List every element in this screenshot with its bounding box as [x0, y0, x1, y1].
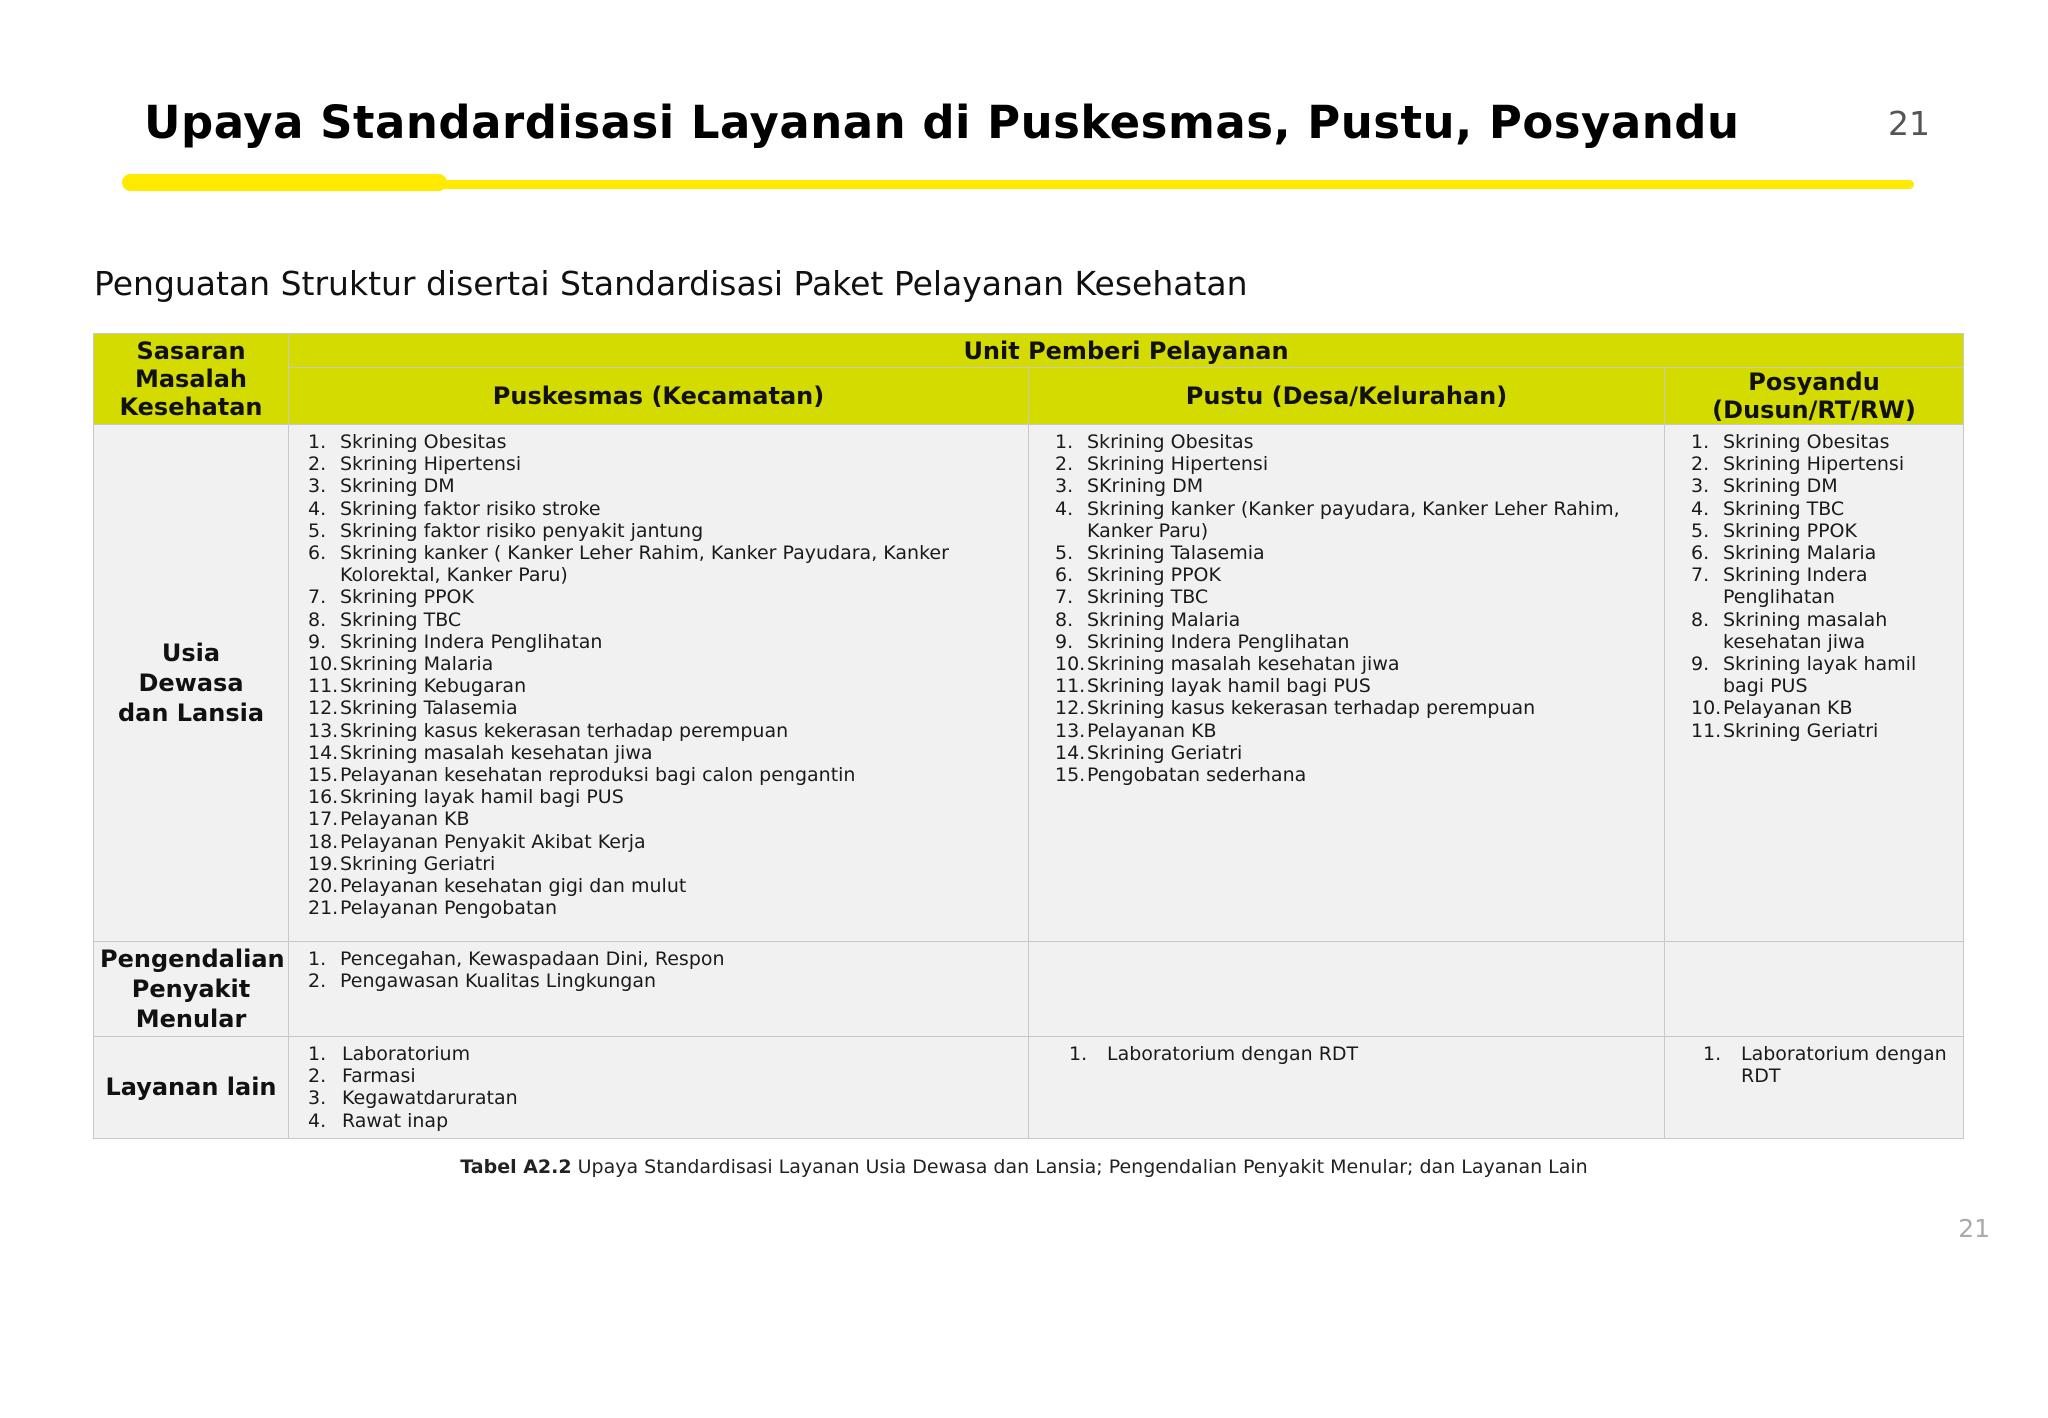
list-item-number: 2.: [308, 970, 327, 993]
list-item: [1029, 1043, 1654, 1065]
list-item-text: Skrining TBC: [1087, 586, 1209, 609]
list-item-number: 1.: [1703, 1043, 1722, 1065]
list-item: [1665, 453, 1953, 475]
list-item-number: 19.: [308, 852, 339, 875]
list-item-number: 7.: [1691, 564, 1710, 587]
list-item-number: 20.: [308, 875, 339, 898]
list-item: [1029, 742, 1654, 764]
title-underline-thick: [122, 174, 447, 191]
list-item-text: Skrining TBC: [340, 608, 462, 631]
list-item: [1029, 675, 1654, 697]
list-item-text: Skrining masalah kesehatan jiwa: [1087, 653, 1400, 676]
list-item-text: Skrining TBC: [1723, 497, 1845, 520]
header-unit-pemberi-pelayanan: Unit Pemberi Pelayanan: [289, 334, 1964, 368]
list-item-number: 6.: [1055, 564, 1074, 587]
list-item-text: Skrining Talasemia: [340, 697, 518, 720]
list-item: [289, 475, 1018, 497]
list-item: [289, 1065, 1018, 1087]
list-item-number: 3.: [308, 475, 327, 498]
list-item-text: Skrining Obesitas: [1723, 431, 1890, 453]
list-item-number: 14.: [1055, 741, 1086, 764]
caption-text: Upaya Standardisasi Layanan Usia Dewasa dan Lansia; Pengendalian Penyakit Menular; dan Layanan Lain: [571, 1156, 1588, 1178]
list-item-text: Skrining Talasemia: [1087, 542, 1265, 565]
page-title: Upaya Standardisasi Layanan di Puskesmas, Pustu, Posyandu: [144, 96, 1740, 149]
list-item-text: Skrining kasus kekerasan terhadap perempuan: [1087, 697, 1536, 720]
list-item-text: Skrining masalah kesehatan jiwa: [340, 741, 653, 764]
list-item-text: Skrining Geriatri: [1723, 719, 1879, 742]
list-item: [1665, 720, 1953, 742]
list-item: [289, 609, 1018, 631]
list-item: [1029, 475, 1654, 497]
list-item: [289, 697, 1018, 719]
list-item-text: Pencegahan, Kewaspadaan Dini, Respon: [340, 948, 725, 970]
list-item: [1029, 653, 1654, 675]
page-number-top: 21: [1888, 104, 1930, 143]
list-posyandu-layanan-lain: [1665, 1043, 1953, 1087]
header-puskesmas: Puskesmas (Kecamatan): [289, 368, 1029, 425]
header-pustu: Pustu (Desa/Kelurahan): [1029, 368, 1665, 425]
list-item-text: Skrining faktor risiko penyakit jantung: [340, 519, 704, 542]
section-subtitle: Penguatan Struktur disertai Standardisasi Paket Pelayanan Kesehatan: [94, 264, 1248, 303]
list-item-number: 8.: [1691, 608, 1710, 631]
list-item-text: Pelayanan Pengobatan: [340, 897, 558, 920]
list-item: [289, 586, 1018, 608]
cell-pustu-usia-dewasa: [1029, 425, 1665, 942]
list-item-text: Rawat inap: [342, 1109, 449, 1132]
list-item-number: 1.: [1069, 1043, 1088, 1065]
list-item-number: 17.: [308, 808, 339, 831]
list-item-text: Skrining layak hamil bagi PUS: [1723, 653, 1917, 698]
list-item: [1029, 586, 1654, 608]
list-item: [289, 831, 1018, 853]
table-caption: [0, 1156, 2048, 1178]
services-table: [93, 333, 1964, 1139]
list-item: [289, 853, 1018, 875]
list-puskesmas-pengendalian: [289, 948, 1018, 992]
list-item-number: 21.: [308, 897, 339, 920]
list-item-text: Skrining kanker ( Kanker Leher Rahim, Kanker Payudara, Kanker Kolorektal, Kanker Paru): [340, 542, 949, 587]
list-puskesmas-usia-dewasa: [289, 431, 1018, 919]
row-label-layanan-lain: Layanan lain: [94, 1037, 289, 1139]
list-pustu-usia-dewasa: [1029, 431, 1654, 786]
list-item-number: 3.: [1055, 475, 1074, 498]
page-number-bottom: 21: [1958, 1214, 1990, 1243]
list-item: [1665, 609, 1953, 653]
list-item-text: Skrining PPOK: [1087, 564, 1221, 587]
list-item-number: 10.: [1055, 653, 1086, 676]
list-item-text: Laboratorium dengan RDT: [1741, 1043, 1947, 1088]
list-item-number: 1.: [1691, 431, 1710, 453]
cell-posyandu-layanan-lain: [1665, 1037, 1964, 1139]
list-item-text: Pelayanan Penyakit Akibat Kerja: [340, 830, 646, 853]
list-item: [1665, 1043, 1953, 1087]
list-item-number: 9.: [1691, 653, 1710, 676]
cell-posyandu-pengendalian: [1665, 942, 1964, 1037]
list-item-text: Skrining Obesitas: [340, 431, 507, 453]
list-item-number: 13.: [308, 719, 339, 742]
list-item-text: SKrining DM: [1087, 475, 1204, 498]
list-item-number: 18.: [308, 830, 339, 853]
list-item-number: 2.: [1691, 453, 1710, 476]
list-item: [289, 453, 1018, 475]
header-posyandu: Posyandu (Dusun/RT/RW): [1665, 368, 1964, 425]
list-item: [289, 1110, 1018, 1132]
list-item: [289, 808, 1018, 830]
list-item: [289, 764, 1018, 786]
list-item: [1029, 453, 1654, 475]
list-item: [289, 431, 1018, 453]
list-item-text: Skrining masalah kesehatan jiwa: [1723, 608, 1888, 653]
list-item-text: Skrining Indera Penglihatan: [1087, 630, 1350, 653]
list-item-text: Pelayanan KB: [1087, 719, 1217, 742]
list-item-text: Pelayanan KB: [340, 808, 470, 831]
list-item-text: Skrining layak hamil bagi PUS: [340, 786, 624, 809]
cell-puskesmas-layanan-lain: [289, 1037, 1029, 1139]
list-item-number: 11.: [308, 675, 339, 698]
list-item: [1665, 520, 1953, 542]
cell-pustu-layanan-lain: [1029, 1037, 1665, 1139]
list-item: [289, 653, 1018, 675]
list-item-text: Laboratorium: [342, 1043, 471, 1065]
list-item: [1665, 697, 1953, 719]
cell-posyandu-usia-dewasa: [1665, 425, 1964, 942]
list-puskesmas-layanan-lain: [289, 1043, 1018, 1132]
list-item-number: 5.: [1055, 542, 1074, 565]
list-item-number: 11.: [1691, 719, 1722, 742]
list-item-text: Skrining PPOK: [340, 586, 474, 609]
cell-puskesmas-pengendalian: [289, 942, 1029, 1037]
list-item-number: 15.: [1055, 764, 1086, 787]
list-item-text: Laboratorium dengan RDT: [1107, 1043, 1359, 1065]
list-item-number: 1.: [1055, 431, 1074, 453]
list-item: [1029, 720, 1654, 742]
list-item-text: Skrining Indera Penglihatan: [340, 630, 603, 653]
list-item: [289, 542, 1018, 586]
list-item: [1029, 564, 1654, 586]
list-item-text: Skrining Obesitas: [1087, 431, 1254, 453]
list-item: [289, 631, 1018, 653]
list-item: [1029, 697, 1654, 719]
list-item-text: Skrining Malaria: [1723, 542, 1877, 565]
list-item: [289, 520, 1018, 542]
list-item-text: Skrining DM: [1723, 475, 1838, 498]
list-item-text: Pelayanan kesehatan gigi dan mulut: [340, 875, 687, 898]
list-item-number: 1.: [308, 948, 327, 970]
list-item-number: 1.: [308, 431, 327, 453]
list-item-text: Skrining DM: [340, 475, 455, 498]
list-item-number: 11.: [1055, 675, 1086, 698]
list-item-text: Skrining faktor risiko stroke: [340, 497, 601, 520]
list-item: [1029, 631, 1654, 653]
table-row-layanan-lain: [94, 1037, 1964, 1139]
list-item-number: 4.: [1055, 497, 1074, 520]
list-item-text: Pengobatan sederhana: [1087, 764, 1307, 787]
list-item-text: Pelayanan KB: [1723, 697, 1853, 720]
list-item-number: 1.: [308, 1043, 327, 1065]
list-item-text: Skrining kasus kekerasan terhadap perempuan: [340, 719, 789, 742]
list-item-number: 10.: [308, 653, 339, 676]
list-item: [1029, 498, 1654, 542]
list-item-text: Pelayanan kesehatan reproduksi bagi calon pengantin: [340, 764, 856, 787]
list-item: [1029, 542, 1654, 564]
list-item-number: 10.: [1691, 697, 1722, 720]
list-item-text: Skrining Geriatri: [1087, 741, 1243, 764]
list-item-number: 16.: [308, 786, 339, 809]
list-item-text: Skrining Hipertensi: [340, 453, 522, 476]
list-posyandu-usia-dewasa: [1665, 431, 1953, 742]
list-item-number: 4.: [308, 497, 327, 520]
list-item-number: 3.: [308, 1087, 327, 1110]
list-item-number: 9.: [308, 630, 327, 653]
list-item: [1029, 764, 1654, 786]
list-item: [1665, 564, 1953, 608]
list-item: [289, 948, 1018, 970]
list-item-number: 5.: [1691, 519, 1710, 542]
cell-puskesmas-usia-dewasa: [289, 425, 1029, 942]
caption-label: Tabel A2.2: [460, 1156, 572, 1178]
list-item-text: Skrining Indera Penglihatan: [1723, 564, 1868, 609]
list-item-number: 12.: [1055, 697, 1086, 720]
list-item-text: Skrining Geriatri: [340, 852, 496, 875]
list-item-text: Pengawasan Kualitas Lingkungan: [340, 970, 657, 993]
list-item-text: Kegawatdaruratan: [342, 1087, 518, 1110]
list-item-number: 15.: [308, 764, 339, 787]
row-label-pengendalian: Pengendalian Penyakit Menular: [94, 942, 289, 1037]
list-item-number: 14.: [308, 741, 339, 764]
list-item: [289, 875, 1018, 897]
list-pustu-layanan-lain: [1029, 1043, 1654, 1065]
list-item: [1665, 475, 1953, 497]
list-item-text: Skrining Kebugaran: [340, 675, 527, 698]
list-item-text: Skrining Malaria: [340, 653, 494, 676]
table-row-usia-dewasa: [94, 425, 1964, 942]
list-item: [289, 742, 1018, 764]
list-item: [1665, 653, 1953, 697]
table-row-pengendalian: [94, 942, 1964, 1037]
list-item-text: Skrining kanker (Kanker payudara, Kanker Leher Rahim, Kanker Paru): [1087, 497, 1620, 542]
list-item: [1665, 498, 1953, 520]
list-item-number: 3.: [1691, 475, 1710, 498]
list-item-text: Skrining layak hamil bagi PUS: [1087, 675, 1371, 698]
list-item: [289, 970, 1018, 992]
list-item-number: 8.: [308, 608, 327, 631]
cell-pustu-pengendalian: [1029, 942, 1665, 1037]
list-item-number: 7.: [1055, 586, 1074, 609]
list-item-number: 8.: [1055, 608, 1074, 631]
list-item-number: 9.: [1055, 630, 1074, 653]
list-item-number: 12.: [308, 697, 339, 720]
list-item-number: 2.: [308, 1065, 327, 1088]
row-label-usia-dewasa: Usia Dewasa dan Lansia: [94, 425, 289, 942]
title-underline: [440, 180, 1914, 189]
list-item: [289, 1043, 1018, 1065]
list-item-number: 2.: [1055, 453, 1074, 476]
list-item: [289, 675, 1018, 697]
list-item-number: 4.: [1691, 497, 1710, 520]
list-item: [289, 720, 1018, 742]
list-item-number: 2.: [308, 453, 327, 476]
list-item-text: Skrining Hipertensi: [1723, 453, 1905, 476]
list-item: [289, 1087, 1018, 1109]
list-item: [289, 786, 1018, 808]
list-item: [1665, 542, 1953, 564]
list-item-text: Farmasi: [342, 1065, 416, 1088]
list-item-text: Skrining Hipertensi: [1087, 453, 1269, 476]
list-item-number: 5.: [308, 519, 327, 542]
list-item-number: 7.: [308, 586, 327, 609]
list-item: [289, 897, 1018, 919]
list-item-text: Skrining PPOK: [1723, 519, 1857, 542]
list-item: [1029, 431, 1654, 453]
list-item-number: 6.: [1691, 542, 1710, 565]
list-item-number: 6.: [308, 542, 327, 565]
list-item: [289, 498, 1018, 520]
list-item-text: Skrining Malaria: [1087, 608, 1241, 631]
list-item: [1029, 609, 1654, 631]
list-item: [1665, 431, 1953, 453]
list-item-number: 4.: [308, 1109, 327, 1132]
list-item-number: 13.: [1055, 719, 1086, 742]
header-sasaran: Sasaran Masalah Kesehatan: [94, 334, 289, 425]
